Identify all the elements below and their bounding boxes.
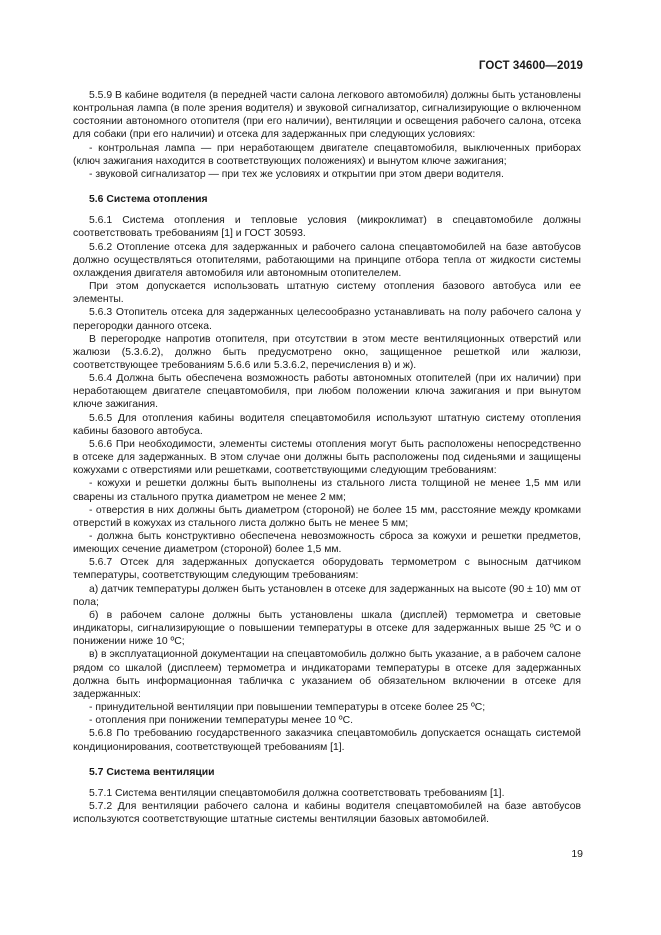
section-heading: 5.7 Система вентиляции xyxy=(89,766,215,778)
sub-list-item: - отопления при понижении температуры менее 10 ºС. xyxy=(89,715,353,727)
document-body xyxy=(73,89,581,826)
paragraph: 5.6.5 Для отопления кабины водителя спецавтомобиля используют штатную систему отопления кабины базового автобуса. xyxy=(73,412,581,437)
paragraph: 5.7.2 Для вентиляции рабочего салона и кабины водителя спецавтомобилей на базе автобусов используются соответствующие штатные системы вентиляции базовых автомобилей. xyxy=(73,800,581,826)
paragraph: 5.6.3 Отопитель отсека для задержанных целесообразно устанавливать на полу рабочего салона у перегородки данного отсека. xyxy=(73,307,581,332)
list-item: - звуковой сигнализатор — при тех же условиях и открытии при этом двери водителя. xyxy=(89,168,504,180)
sub-list-item: - принудительной вентиляции при повышении температуры в отсеке более 25 ºС; xyxy=(89,702,486,714)
paragraph: 5.6.2 Отопление отсека для задержанных и рабочего салона спецавтомобилей на базе автобусов должно осуществляться отопителями, работающими на принципе отбора тепла от жидкости системы охлаждения двигателя автомобиля или автономным отопителелем. xyxy=(73,241,581,279)
list-item: - должна быть конструктивно обеспечена невозможность сброса за кожухи и решетки предметов, имеющих сечение диаметром (стороной) более 1,5 мм. xyxy=(73,531,581,556)
page-number: 19 xyxy=(571,848,583,860)
paragraph: 5.6.7 Отсек для задержанных допускается оборудовать термометром с выносным датчиком температуры, соответствующим следующим требованиям: xyxy=(73,557,581,582)
paragraph: 5.6.1 Система отопления и тепловые условия (микроклимат) в спецавтомобиле должны соответствовать требованиям [1] и ГОСТ 30593. xyxy=(73,215,581,240)
paragraph: 5.6.8 По требованию государственного заказчика спецавтомобиль допускается оснащать системой кондиционирования, соответствующей требованиям [1]. xyxy=(73,728,581,753)
list-item: б) в рабочем салоне должны быть установлены шкала (дисплей) термометра и световые индикаторы, сигнализирующие о повышении температуры в отсеке для задержанных выше 25 ºС и о понижении ниже 10 ºС; xyxy=(73,609,581,648)
paragraph: В перегородке напротив отопителя, при отсутствии в этом месте вентиляционных отверстий или жалюзи (5.3.6.2), должно быть предусмотрено окно, защищенное решеткой или жалюзи, соответствующее требованиям 5.6.6 или 5.3.6.2, перечисления в) и ж). xyxy=(73,333,581,371)
list-item: в) в эксплуатационной документации на спецавтомобиль должно быть указание, а в рабочем салоне рядом со шкалой (дисплеем) термометра и индикаторами температуры в отсеке для задержанных должна быть информационная табличка с указанием об обязательном включении в отсеке для задержанных: xyxy=(73,649,581,700)
document-header: ГОСТ 34600—2019 xyxy=(478,60,583,72)
list-item: - кожухи и решетки должны быть выполнены из стального листа толщиной не менее 1,5 мм или сварены из стального прутка диаметром не менее 2 мм; xyxy=(73,478,581,503)
paragraph: 5.6.6 При необходимости, элементы системы отопления могут быть расположены непосредственно в отсеке для задержанных. В этом случае они должны быть расположены под сиденьями и защищены кожухами с отверстиями или решетками, соответствующими следующим требованиям: xyxy=(73,438,581,477)
list-item: - отверстия в них должны быть диаметром (стороной) не более 15 мм, расстояние между кромками отверстий в кожухах из стального листа должно быть не менее 5 мм; xyxy=(73,504,581,529)
paragraph: 5.7.1 Система вентиляции спецавтомобиля должна соответствовать требованиям [1]. xyxy=(89,787,505,799)
section-heading: 5.6 Система отопления xyxy=(89,194,208,206)
paragraph: При этом допускается использовать штатную систему отопления базового автобуса или ее элементы. xyxy=(73,281,581,306)
paragraph: 5.5.9 В кабине водителя (в передней части салона легкового автомобиля) должны быть установлены контрольная лампа (в поле зрения водителя) и звуковой сигнализатор, сигнализирующие о включенном состоянии автономного отопителя (при его наличии), вентиляции и освещения рабочего салона, отсека для собаки (при его наличии) и отсека для задержанных при следующих условиях: xyxy=(73,90,581,141)
list-item: - контрольная лампа — при неработающем двигателе спецавтомобиля, выключенных приборах (ключ зажигания находится в соответствующих положениях) и вынутом ключе зажигания; xyxy=(73,142,581,167)
list-item: а) датчик температуры должен быть установлен в отсеке для задержанных на высоте (90 ± 10) мм от пола; xyxy=(73,583,581,608)
paragraph: 5.6.4 Должна быть обеспечена возможность работы автономных отопителей (при их наличии) при неработающем двигателе спецавтомобиля, при любом положении ключа зажигания и при вынутом ключе зажигания. xyxy=(73,373,581,411)
